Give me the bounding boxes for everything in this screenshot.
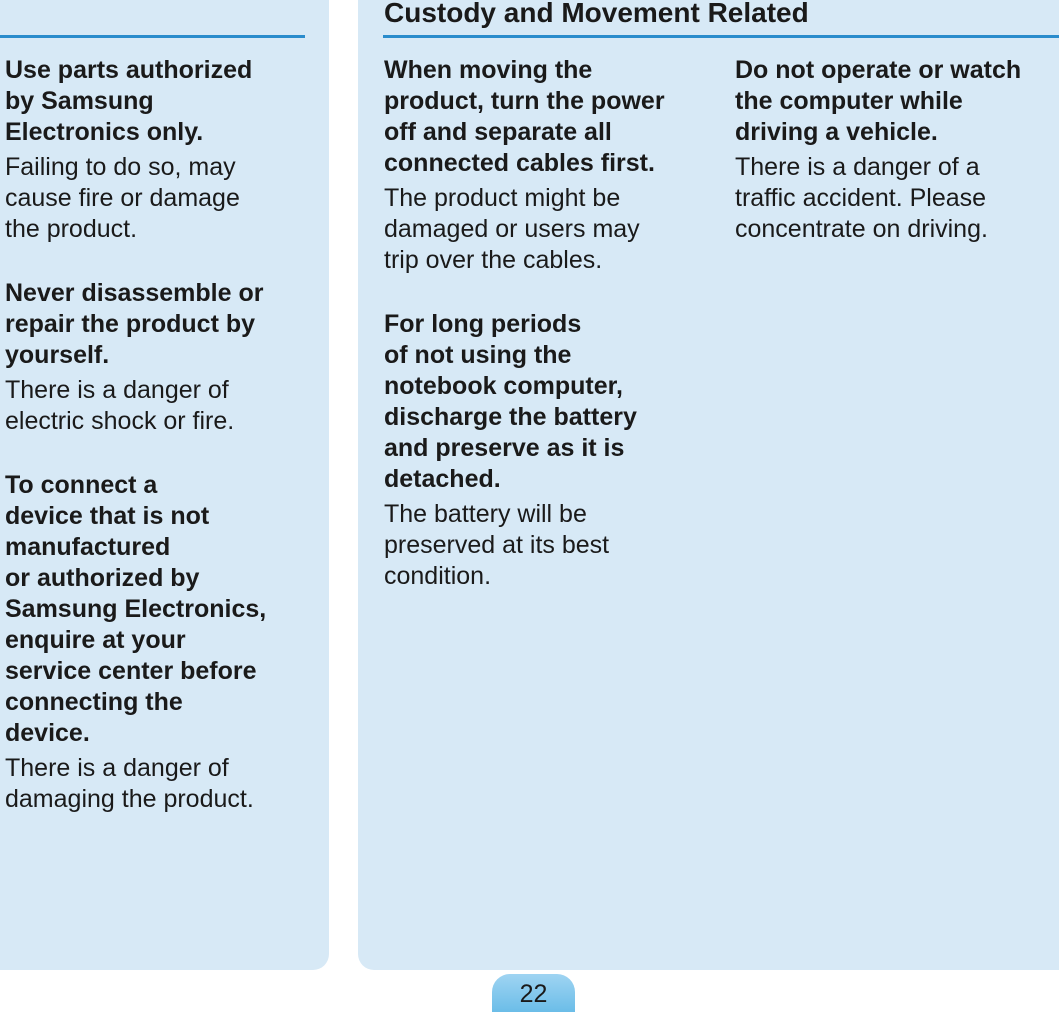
column-2 <box>384 55 714 625</box>
caution-body: The battery will be preserved at its best condition. <box>384 500 610 590</box>
caution-heading: Do not operate or watch the computer while driving a vehicle. <box>735 56 1022 146</box>
section-title: Custody and Movement Related <box>384 0 809 28</box>
caution-body: There is a danger of damaging the product. <box>5 754 254 813</box>
caution-heading: For long periods of not using the notebook computer, discharge the battery and preserve as it is detached. <box>384 310 637 493</box>
right-divider <box>383 35 1059 38</box>
column-1 <box>5 55 305 848</box>
caution-item <box>5 278 305 437</box>
caution-heading: Never disassemble or repair the product by yourself. <box>5 279 264 369</box>
caution-body: Failing to do so, may cause fire or damage the product. <box>5 153 240 243</box>
caution-item <box>5 55 305 245</box>
caution-item <box>384 55 714 276</box>
caution-heading: When moving the product, turn the power off and separate all connected cables first. <box>384 56 665 177</box>
caution-body: There is a danger of electric shock or fire. <box>5 376 235 435</box>
caution-item <box>384 309 714 592</box>
caution-heading: Use parts authorized by Samsung Electronics only. <box>5 56 253 146</box>
column-3 <box>735 55 1059 278</box>
caution-heading: To connect a device that is not manufactured or authorized by Samsung Electronics, enquire at your service center before connecting the device. <box>5 471 267 747</box>
page-number: 22 <box>492 974 575 1012</box>
caution-body: The product might be damaged or users may trip over the cables. <box>384 184 640 274</box>
caution-item <box>735 55 1059 245</box>
caution-body: There is a danger of a traffic accident. Please concentrate on driving. <box>735 153 988 243</box>
left-divider <box>0 35 305 38</box>
caution-item <box>5 470 305 815</box>
